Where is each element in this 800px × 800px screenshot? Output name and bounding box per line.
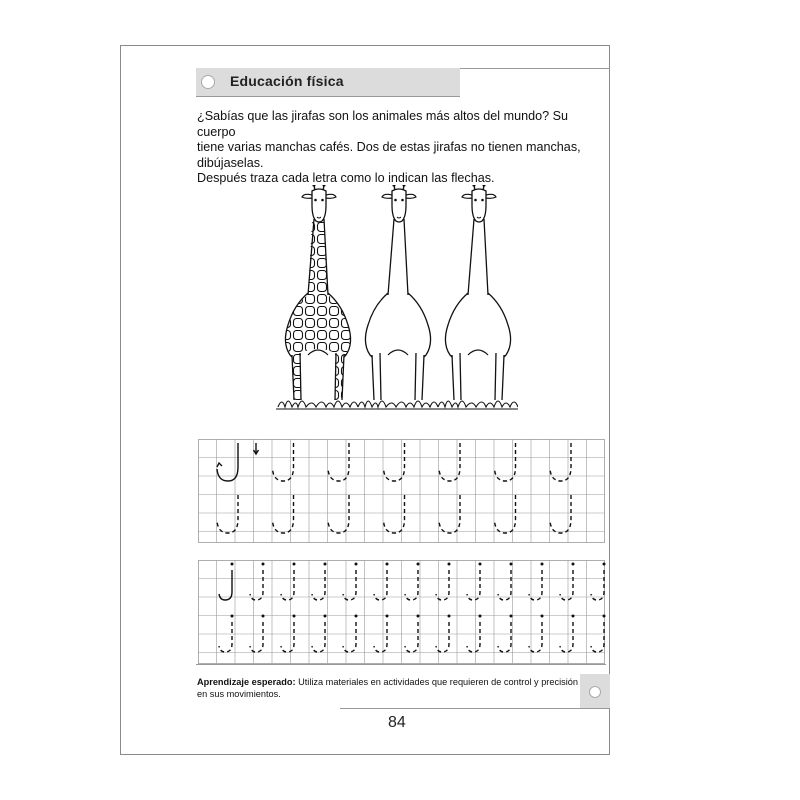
lowercase-j-trace — [591, 570, 604, 600]
lowercase-j-dot — [510, 563, 513, 566]
lowercase-j-trace — [343, 570, 356, 600]
header-circle-icon — [201, 75, 215, 89]
lowercase-j-trace — [219, 570, 232, 600]
lowercase-j-dot — [479, 563, 482, 566]
lowercase-j-dot — [231, 615, 234, 618]
lowercase-j-dot — [448, 615, 451, 618]
lowercase-j-tracing-grid[interactable] — [198, 560, 606, 665]
lowercase-j-dot — [448, 563, 451, 566]
spotted-giraffe — [276, 185, 360, 409]
lowercase-j-trace — [436, 622, 449, 652]
instruction-line: Después traza cada letra como lo indican las flechas. — [197, 171, 495, 185]
lowercase-j-dot — [355, 615, 358, 618]
learning-outcome-text: sus movimientos. — [209, 688, 281, 699]
instruction-line: dibújaselas. — [197, 155, 264, 170]
trace-arrow-icon — [217, 463, 222, 467]
lowercase-j-trace — [591, 622, 604, 652]
lowercase-j-dot — [355, 563, 358, 566]
lowercase-j-trace — [467, 570, 480, 600]
lowercase-j-dot — [572, 563, 575, 566]
lowercase-j-trace — [436, 570, 449, 600]
instruction-line: tiene varias manchas cafés. Dos de estas jirafas no tienen manchas, — [197, 140, 581, 154]
lowercase-j-dot — [603, 563, 606, 566]
lowercase-j-dot — [386, 563, 389, 566]
footer-bottom-rule — [340, 708, 610, 709]
lowercase-j-trace — [405, 570, 418, 600]
lowercase-j-dot — [262, 563, 265, 566]
page-number: 84 — [388, 714, 406, 731]
lowercase-j-trace — [343, 622, 356, 652]
lowercase-j-trace — [498, 570, 511, 600]
lowercase-j-dot — [324, 615, 327, 618]
lowercase-j-trace — [405, 622, 418, 652]
header-rule-bottom — [196, 96, 460, 97]
lowercase-j-trace — [250, 622, 263, 652]
lowercase-j-trace — [560, 570, 573, 600]
lowercase-j-dot — [603, 615, 606, 618]
lowercase-j-trace — [281, 622, 294, 652]
header-rule — [460, 68, 610, 69]
lowercase-j-dot — [510, 615, 513, 618]
lowercase-j-trace — [312, 622, 325, 652]
giraffes-illustration — [268, 185, 518, 420]
section-title: Educación física — [230, 73, 344, 89]
lowercase-j-dot — [293, 563, 296, 566]
lowercase-j-trace — [498, 622, 511, 652]
lowercase-j-dot — [324, 563, 327, 566]
plain-giraffe — [436, 185, 518, 409]
lowercase-j-dot — [293, 615, 296, 618]
learning-outcome — [197, 677, 582, 700]
footer-circle-icon — [589, 686, 601, 698]
lowercase-j-dot — [541, 615, 544, 618]
lowercase-j-trace — [312, 570, 325, 600]
lowercase-j-dot — [231, 563, 234, 566]
lowercase-j-trace — [374, 570, 387, 600]
lowercase-j-trace — [560, 622, 573, 652]
lowercase-j-dot — [262, 615, 265, 618]
instruction-line: ¿Sabías que las jirafas son los animales más altos del mundo? Su cuerpo — [197, 109, 569, 139]
learning-outcome-text: Utiliza materiales en actividades que requieren de control y precisión en — [197, 677, 578, 699]
plain-giraffe — [356, 185, 440, 409]
lowercase-j-trace — [374, 622, 387, 652]
lowercase-j-dot — [386, 615, 389, 618]
instructions — [197, 109, 597, 187]
uppercase-j-tracing-grid[interactable] — [198, 439, 606, 544]
lowercase-j-dot — [479, 615, 482, 618]
lowercase-j-dot — [572, 615, 575, 618]
lowercase-j-dot — [417, 615, 420, 618]
lowercase-j-trace — [250, 570, 263, 600]
lowercase-j-trace — [219, 622, 232, 652]
lowercase-j-dot — [541, 563, 544, 566]
lowercase-j-trace — [467, 622, 480, 652]
lowercase-j-dot — [417, 563, 420, 566]
learning-outcome-label: Aprendizaje esperado: — [197, 677, 296, 687]
lowercase-j-trace — [281, 570, 294, 600]
